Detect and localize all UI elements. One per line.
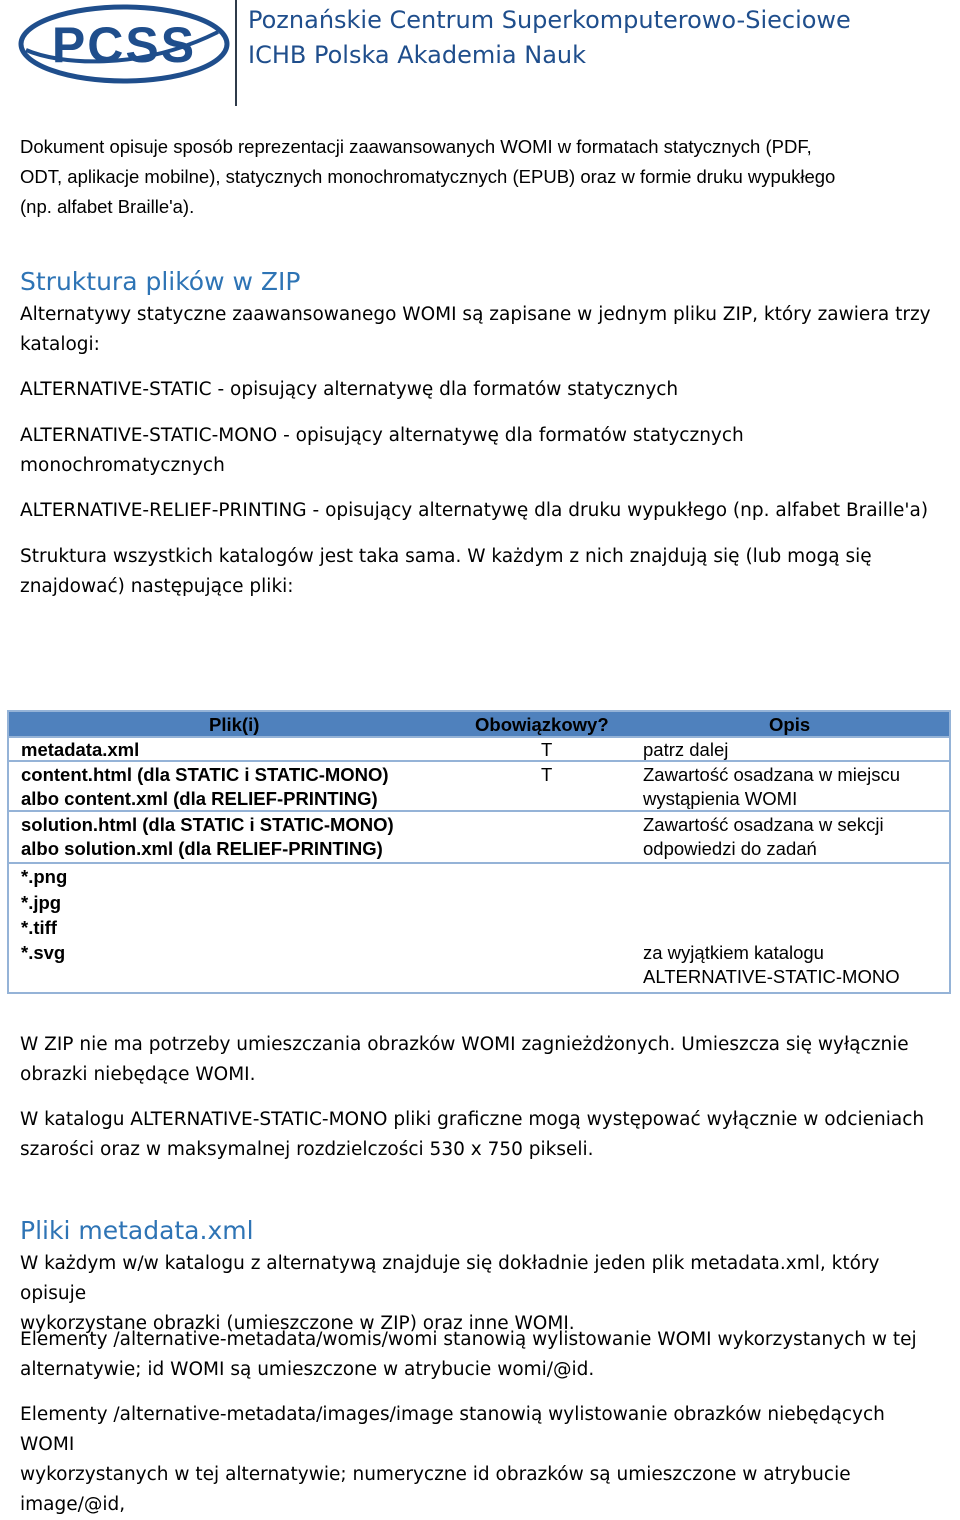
table-header-row [9, 712, 949, 736]
files-table [7, 710, 951, 994]
table-row: content.html (dla STATIC i STATIC-MONO) albo content.xml (dla RELIEF-PRINTING) T Zawartość osadzana w miejscu wystąpienia WOMI [9, 760, 949, 810]
header-divider [235, 0, 237, 106]
pcss-logo [18, 2, 230, 84]
org-name: Poznańskie Centrum Superkomputerowo-Sieciowe [248, 6, 851, 34]
column-header-required: Obowiązkowy? [475, 714, 609, 735]
table-row: metadata.xml T patrz dalej [9, 736, 949, 760]
paragraph: Elementy /alternative-metadata/womis/womi stanowią wylistowanie WOMI wykorzystanych w tej alternatywie; id WOMI są umieszczone w atrybucie womi/@id. [20, 1329, 917, 1380]
table-row: solution.html (dla STATIC i STATIC-MONO) albo solution.xml (dla RELIEF-PRINTING) Zawartość osadzana w sekcji odpowiedzi do zadań [9, 810, 949, 862]
column-header-file: Plik(i) [209, 714, 260, 735]
paragraph: Elementy /alternative-metadata/images/image stanowią wylistowanie obrazków niebędących WOMI wykorzystanych w tej alternatywie; numeryczne id obrazków są umieszczone w atrybucie image/@id, [20, 1404, 885, 1515]
section-heading-zip: Struktura plików w ZIP [20, 267, 301, 296]
paragraph: ALTERNATIVE-RELIEF-PRINTING - opisujący alternatywę dla druku wypukłego (np. alfabet Braille'a) [20, 500, 929, 521]
intro-paragraph: Dokument opisuje sposób reprezentacji zaawansowanych WOMI w formatach statycznych (PDF, ODT, aplikacje mobilne), statycznych monochromatycznych (EPUB) oraz w formie druku wypukłego (np. alfabet Braille'a). [20, 136, 836, 217]
paragraph: Alternatywy statyczne zaawansowanego WOMI są zapisane w jednym pliku ZIP, który zawiera trzy katalogi: [20, 304, 931, 355]
paragraph: ALTERNATIVE-STATIC-MONO - opisujący alternatywę dla formatów statycznych monochromatycznych [20, 425, 744, 476]
paragraph: W ZIP nie ma potrzeby umieszczania obrazków WOMI zagnieżdżonych. Umieszcza się wyłącznie obrazki niebędące WOMI. [20, 1034, 909, 1085]
paragraph: W katalogu ALTERNATIVE-STATIC-MONO pliki graficzne mogą występować wyłącznie w odcieniach szarości oraz w maksymalnej rozdzielczości 530 x 750 pikseli. [20, 1109, 925, 1160]
table-row: *.png *.jpg *.tiff *.svg za wyjątkiem katalogu ALTERNATIVE-STATIC-MONO [9, 862, 949, 992]
paragraph: ALTERNATIVE-STATIC - opisujący alternatywę dla formatów statycznych [20, 379, 679, 400]
section-heading-metadata: Pliki metadata.xml [20, 1216, 254, 1245]
paragraph: Struktura wszystkich katalogów jest taka sama. W każdym z nich znajdują się (lub mogą się znajdować) następujące pliki: [20, 546, 872, 597]
org-subname: ICHB Polska Akademia Nauk [248, 41, 587, 69]
column-header-description: Opis [769, 714, 811, 735]
svg-text:PCSS: PCSS [51, 17, 197, 73]
paragraph: W każdym w/w katalogu z alternatywą znajduje się dokładnie jeden plik metadata.xml, który opisuje wykorzystane obrazki (umieszczone w ZIP) oraz inne WOMI. [20, 1253, 880, 1334]
